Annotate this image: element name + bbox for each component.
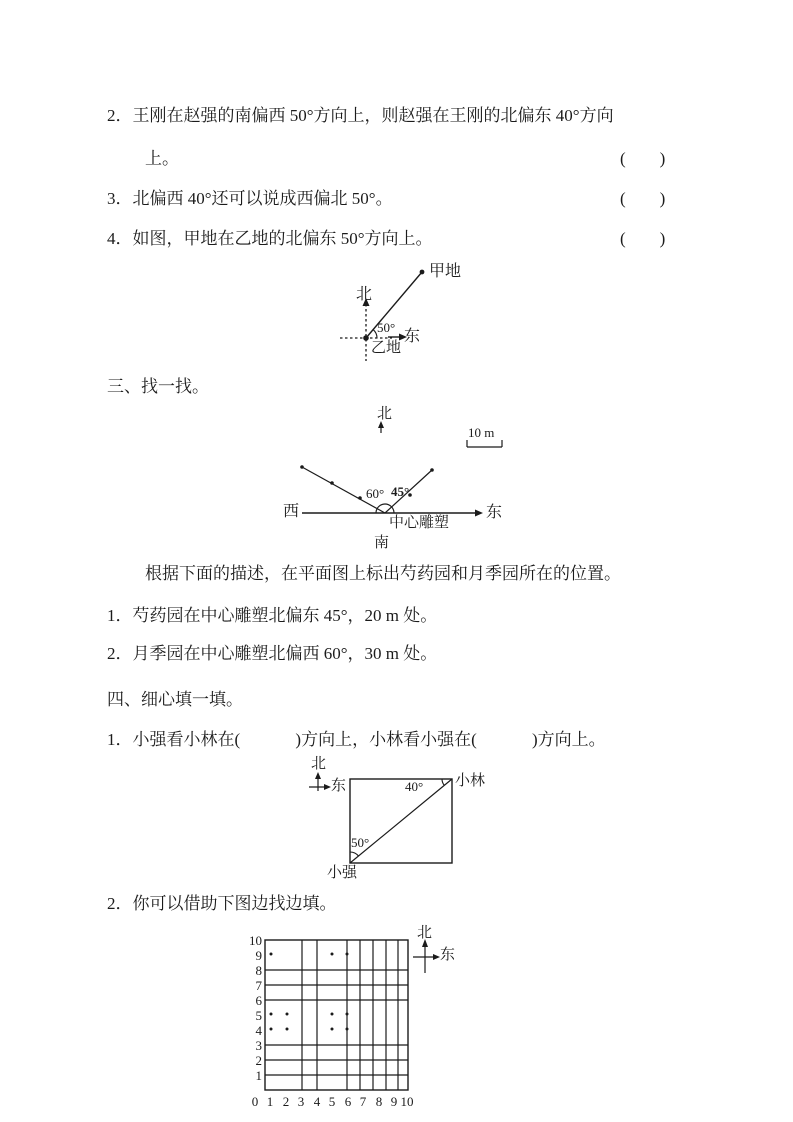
scale-label: 10 m — [468, 425, 495, 440]
grid-dot — [331, 1013, 334, 1016]
section-four-item-1: 1．小强看小林在( )方向上，小林看小强在( )方向上。 — [107, 730, 606, 749]
x-axis-label: 7 — [359, 1094, 367, 1109]
section-four-item-2: 2．你可以借助下图边找边填。 — [107, 894, 337, 913]
section-three-item-1: 1．芍药园在中心雕塑北偏东 45°，20 m 处。 — [107, 606, 438, 625]
compass-east-arrowhead-icon — [324, 784, 331, 790]
y-axis-label: 10 — [249, 933, 262, 948]
y-axis-label: 8 — [255, 963, 262, 978]
diagonal-line — [350, 779, 452, 863]
y-axis-label: 6 — [255, 993, 262, 1008]
tf-item-2-answer-blank: ( ) — [620, 149, 666, 168]
x-axis-label: 4 — [313, 1094, 321, 1109]
y-axis-label: 7 — [255, 978, 262, 993]
angle-top-label: 40° — [405, 779, 424, 794]
compass-east-arrowhead-icon — [433, 954, 440, 960]
section-four-title: 四、细心填一填。 — [107, 690, 243, 709]
section-three-intro: 根据下面的描述，在平面图上标出芍药园和月季园所在的位置。 — [145, 564, 621, 583]
east-label: 东 — [404, 328, 421, 345]
y-axis-label: 2 — [255, 1053, 262, 1068]
xiaoqiang-xiaolin-diagram — [305, 755, 486, 885]
east-label: 东 — [440, 947, 456, 963]
grid-dot — [346, 1028, 349, 1031]
ray-dot — [300, 465, 304, 469]
grid-dot — [331, 953, 334, 956]
ray-dot — [330, 481, 334, 485]
west-label: 西 — [283, 503, 300, 520]
y-axis-label: 5 — [255, 1008, 262, 1023]
grid-dot — [270, 953, 273, 956]
north-label: 北 — [311, 756, 327, 772]
angle-label: 50° — [377, 320, 396, 335]
east-label: 东 — [486, 504, 503, 521]
sculpture-compass-diagram — [275, 405, 510, 555]
east-arrowhead-icon — [475, 510, 483, 517]
tf-item-2-line1: 2．王刚在赵强的南偏西 50°方向上，则赵强在王刚的北偏东 40°方向 — [107, 106, 614, 125]
person-top-label: 小林 — [455, 773, 486, 789]
x-axis-label: 2 — [282, 1094, 290, 1109]
top-right-angle-arc — [442, 779, 444, 785]
section-three-title: 三、找一找。 — [107, 377, 209, 396]
grid-dot — [346, 953, 349, 956]
grid-dot — [270, 1028, 273, 1031]
tf-item-3-line1: 3．北偏西 40°还可以说成西偏北 50°。 — [107, 189, 393, 208]
x-axis-label: 3 — [297, 1094, 305, 1109]
x-axis-label: 10 — [400, 1094, 414, 1109]
center-sculpture-label: 中心雕塑 — [389, 515, 450, 531]
x-axis-label: 1 — [266, 1094, 274, 1109]
compass-north-arrowhead-icon — [315, 772, 321, 779]
x-axis-label: 0 — [251, 1094, 259, 1109]
origin-dot — [363, 335, 369, 341]
north-label: 北 — [417, 925, 433, 941]
y-axis-label: 1 — [255, 1068, 262, 1083]
angle-bottom-label: 50° — [351, 835, 370, 850]
ray-dot — [430, 468, 434, 472]
grid-dot — [286, 1013, 289, 1016]
grid-dot — [331, 1028, 334, 1031]
tf-item-3-answer-blank: ( ) — [620, 189, 666, 208]
place-origin-label: 乙地 — [371, 340, 402, 356]
east-label: 东 — [331, 778, 347, 794]
place-top-dot — [420, 270, 425, 275]
x-axis-label: 5 — [328, 1094, 336, 1109]
person-bottom-label: 小强 — [327, 865, 358, 881]
y-axis-label: 9 — [255, 948, 262, 963]
tf-item-4-answer-blank: ( ) — [620, 229, 666, 248]
grid-dot — [346, 1013, 349, 1016]
tf-item-4-line1: 4．如图，甲地在乙地的北偏东 50°方向上。 — [107, 229, 433, 248]
sculpture-dome-mark — [376, 504, 394, 513]
coordinate-grid-diagram — [240, 925, 475, 1122]
x-axis-label: 6 — [344, 1094, 352, 1109]
ray-dot — [358, 496, 362, 500]
tf-item-2-line2: 上。 — [145, 149, 179, 168]
place-top-label: 甲地 — [429, 263, 462, 280]
x-axis-label: 9 — [390, 1094, 398, 1109]
mini-north-arrowhead-icon — [378, 421, 384, 428]
north-label: 北 — [377, 406, 393, 422]
jiadi-bearing-diagram — [330, 255, 480, 370]
north-label: 北 — [356, 286, 373, 303]
section-three-item-2: 2．月季园在中心雕塑北偏西 60°，30 m 处。 — [107, 644, 438, 663]
y-axis-label: 3 — [255, 1038, 262, 1053]
angle-right-label: 45° — [391, 484, 410, 499]
grid-dot — [286, 1028, 289, 1031]
south-label: 南 — [374, 535, 390, 551]
grid-dot — [270, 1013, 273, 1016]
bottom-left-angle-arc — [350, 852, 359, 856]
x-axis-label: 8 — [375, 1094, 383, 1109]
y-axis-label: 4 — [255, 1023, 262, 1038]
angle-left-label: 60° — [366, 486, 385, 501]
